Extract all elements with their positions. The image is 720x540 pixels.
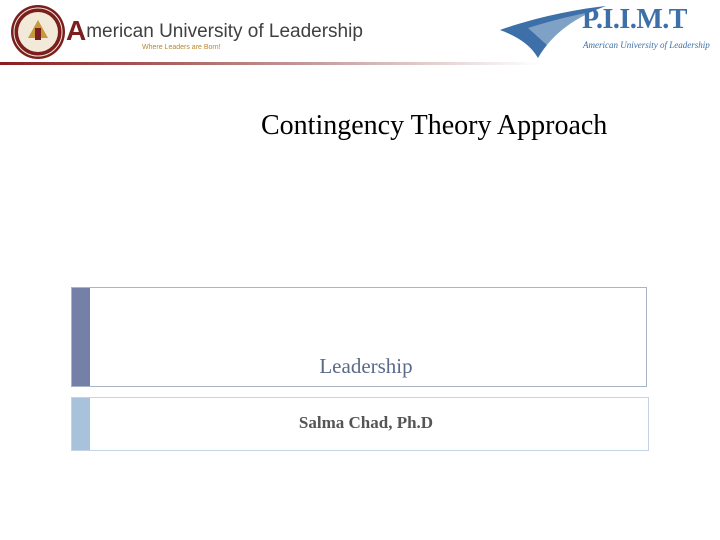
slide-author: Salma Chad, Ph.D — [298, 413, 434, 432]
university-tagline: Where Leaders are Born! — [142, 44, 221, 51]
header-divider — [0, 62, 720, 65]
university-name: American University of Leadership — [66, 15, 363, 46]
subtitle-box — [71, 287, 647, 387]
university-seal-icon — [10, 4, 66, 60]
header — [0, 0, 720, 66]
slide-subtitle: Leadership — [319, 354, 413, 378]
slide-title: Contingency Theory Approach — [261, 110, 608, 141]
author-box — [71, 397, 649, 451]
partner-subtitle: American University of Leadership — [583, 40, 710, 50]
partner-logo: P.I.I.M.T — [582, 4, 687, 35]
